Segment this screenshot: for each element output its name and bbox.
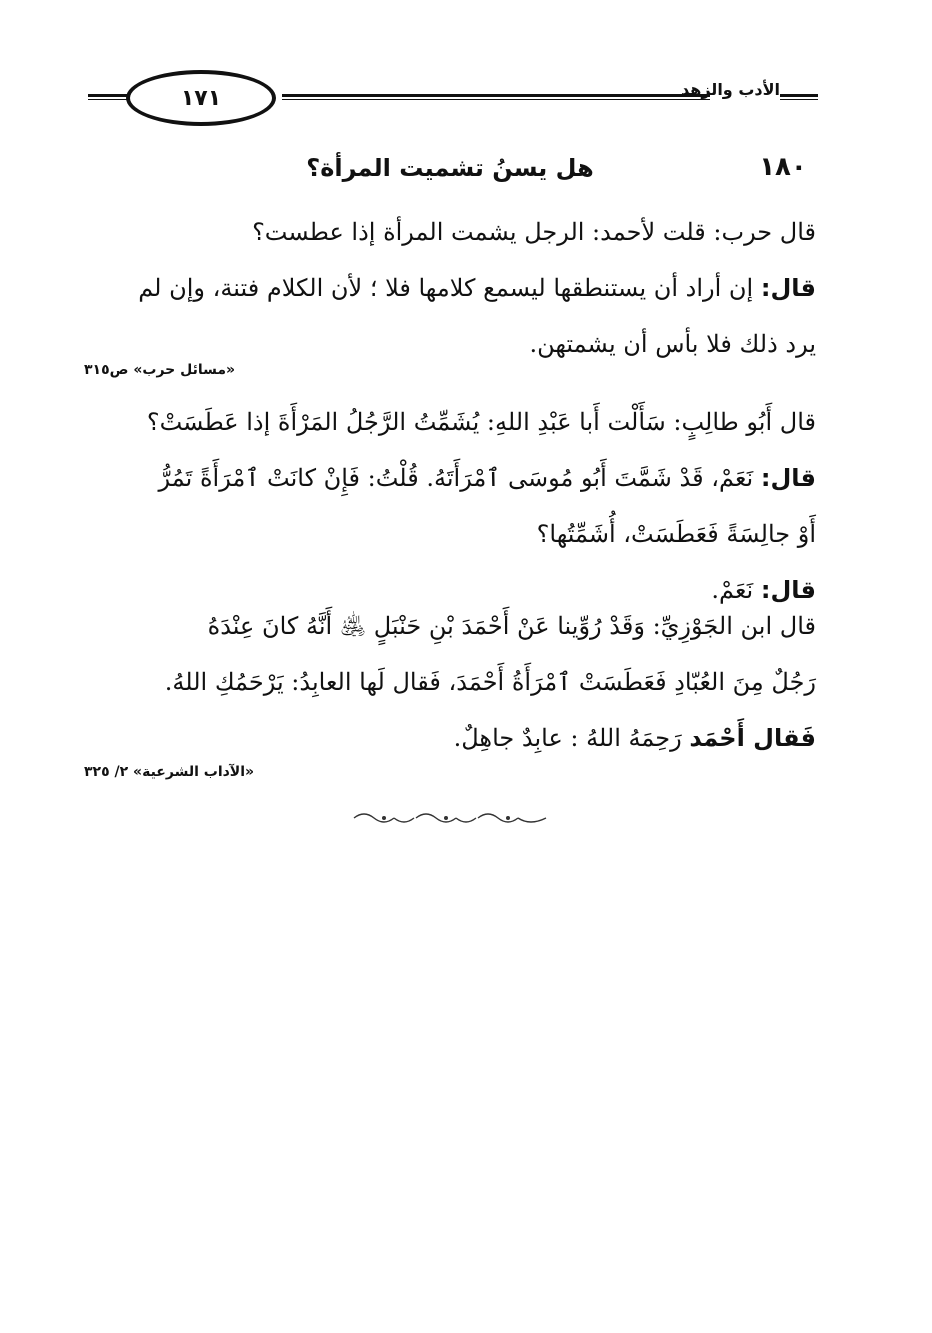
text-span: رَحِمَهُ اللهُ : عابِدٌ جاهِلٌ. — [453, 724, 690, 752]
speaker-label: فَقال أَحْمَد — [689, 724, 816, 752]
paragraph-harb — [84, 204, 816, 372]
text-line — [84, 260, 816, 316]
paragraph-ibn-al-jawzi — [84, 598, 816, 766]
text-line — [84, 450, 816, 506]
speaker-label: قال: — [760, 464, 816, 492]
page-number: ١٧١ — [180, 85, 222, 111]
text-line: قال حرب: قلت لأحمد: الرجل يشمت المرأة إذا عطست؟ — [252, 218, 816, 246]
header-rule-middle — [282, 94, 710, 100]
text-span: نَعَمْ. — [711, 576, 761, 604]
text-line: رَجُلٌ مِنَ العُبّادِ فَعَطَسَتْ ٱمْرَأَةُ أَحْمَدَ، فَقال لَها العابِدُ: يَرْحَمُكِ اللهُ. — [164, 668, 816, 696]
running-head: الأدب والزهد — [681, 80, 780, 99]
ornament-divider — [350, 808, 550, 828]
speaker-label: قال: — [760, 576, 816, 604]
section-title: هل يسنُ تشميت المرأة؟ — [306, 154, 594, 182]
section-number: ١٨٠ — [759, 152, 807, 182]
page-number-badge — [126, 70, 276, 126]
page-header — [84, 62, 820, 134]
text-line — [84, 710, 816, 766]
source-citation: «الآداب الشرعية» ٢/ ٣٢٥ — [84, 764, 255, 780]
header-rule-right — [780, 94, 818, 100]
paragraph-abu-talib — [84, 394, 816, 618]
text-line: أَوْ جالِسَةً فَعَطَسَتْ، أُشَمِّتُها؟ — [536, 520, 816, 548]
speaker-label: قال: — [760, 274, 816, 302]
text-line: قال ابن الجَوْزِيِّ: وَقَدْ رُوِّينا عَنْ أَحْمَدَ بْنِ حَنْبَلٍ ﵁ أَنَّهُ كانَ عِنْدَهُ — [207, 612, 816, 640]
text-line: يرد ذلك فلا بأس أن يشمتهن. — [529, 330, 816, 358]
text-span: إن أراد أن يستنطقها ليسمع كلامها فلا ؛ لأن الكلام فتنة، وإن لم — [138, 274, 761, 302]
source-citation: «مسائل حرب» ص٣١٥ — [84, 362, 236, 378]
text-line: قال أَبُو طالِبٍ: سَأَلْت أَبا عَبْدِ اللهِ: يُشَمِّتُ الرَّجُلُ المَرْأَةَ إذا عَطَسَتْ؟ — [146, 408, 816, 436]
text-span: نَعَمْ، قَدْ شَمَّتَ أَبُو مُوسَى ٱمْرَأَتَهُ. قُلْتُ: فَإِنْ كانَتْ ٱمْرَأَةً تَمُرُّ — [158, 464, 761, 492]
